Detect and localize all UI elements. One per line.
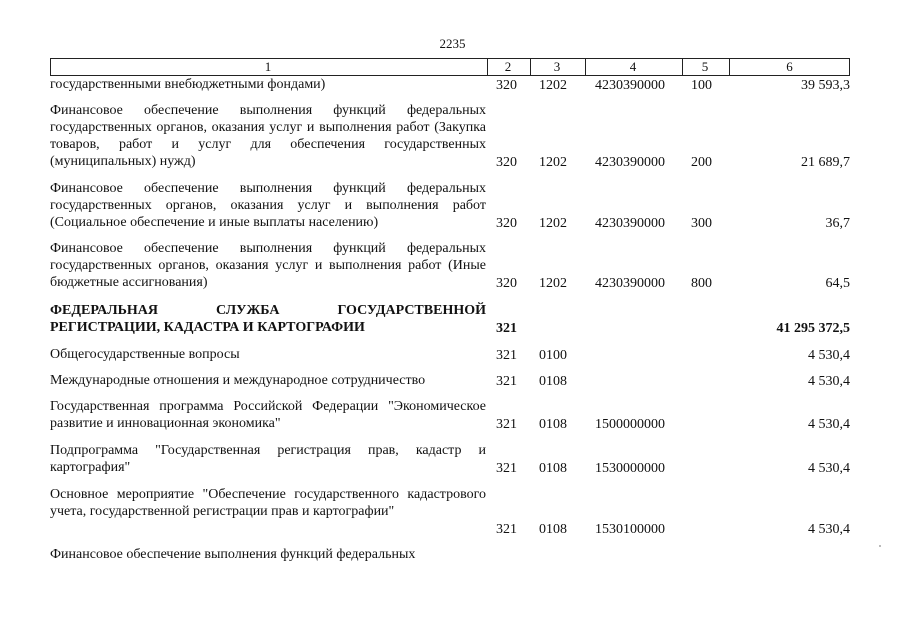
row-col-4: 1530100000	[595, 522, 665, 537]
row-col-5: 200	[691, 155, 712, 170]
row-description: Финансовое обеспечение выполнения функций федеральных государственных органов, оказания услуг и выполнения работ (Закупка товаров, работ и услуг для обеспечения государственных (муниципальных) нужд)	[50, 103, 486, 169]
row-col-6: 4 530,4	[808, 348, 850, 363]
row-col-4: 1500000000	[595, 417, 665, 432]
row-col-2: 320	[496, 276, 517, 291]
row-description: Общегосударственные вопросы	[50, 347, 240, 362]
row-description: Государственная программа Российской Федерации "Экономическое развитие и инновационная экономика"	[50, 399, 486, 431]
row-description: Основное мероприятие "Обеспечение государственного кадастрового учета, государственной регистрации прав и картографии"	[50, 487, 486, 519]
row-description: государственными внебюджетными фондами)	[50, 77, 326, 92]
row-col-2: 320	[496, 78, 517, 93]
header-col-3: 3	[553, 59, 561, 74]
table-row	[50, 76, 850, 94]
row-col-2: 321	[496, 374, 517, 389]
row-col-6: 41 295 372,5	[776, 321, 850, 336]
row-col-2: 321	[496, 417, 517, 432]
row-col-2: 320	[496, 155, 517, 170]
row-col-3: 0100	[539, 348, 567, 363]
header-col-2: 2	[504, 59, 512, 74]
table-row	[50, 486, 850, 538]
header-col-4: 4	[629, 59, 637, 74]
header-divider	[849, 58, 850, 75]
row-col-2: 321	[496, 522, 517, 537]
row-col-2: 320	[496, 216, 517, 231]
row-col-2: 321	[496, 321, 517, 336]
row-description: Подпрограмма "Государственная регистрация прав, кадастр и картография"	[50, 443, 486, 475]
table-row	[50, 180, 850, 232]
header-divider	[50, 58, 51, 75]
row-col-6: 21 689,7	[801, 155, 850, 170]
header-col-1: 1	[264, 59, 272, 74]
page-number: 2235	[439, 36, 466, 51]
row-col-3: 1202	[539, 78, 567, 93]
row-col-3: 0108	[539, 374, 567, 389]
row-col-3: 0108	[539, 522, 567, 537]
row-col-6: 4 530,4	[808, 522, 850, 537]
row-col-4: 4230390000	[595, 155, 665, 170]
row-description: Финансовое обеспечение выполнения функций федеральных государственных органов, оказания услуг и выполнения работ (Иные бюджетные ассигнования)	[50, 241, 486, 290]
scan-speck	[879, 545, 881, 547]
table-header	[50, 58, 850, 76]
row-col-6: 64,5	[825, 276, 850, 291]
header-divider	[682, 58, 683, 75]
row-col-4: 1530000000	[595, 461, 665, 476]
row-col-3: 0108	[539, 417, 567, 432]
table-row	[50, 102, 850, 171]
table-row	[50, 442, 850, 477]
row-col-3: 1202	[539, 155, 567, 170]
row-col-5: 300	[691, 216, 712, 231]
row-col-6: 4 530,4	[808, 461, 850, 476]
row-description: Финансовое обеспечение выполнения функций федеральных государственных органов, оказания услуг и выполнения работ (Социальное обеспечение и иные выплаты населению)	[50, 181, 486, 230]
row-col-2: 321	[496, 461, 517, 476]
header-divider	[530, 58, 531, 75]
header-col-6: 6	[786, 59, 793, 74]
row-col-4: 4230390000	[595, 276, 665, 291]
row-col-3: 1202	[539, 216, 567, 231]
row-description: Международные отношения и международное сотрудничество	[50, 373, 426, 388]
row-col-5: 100	[691, 78, 712, 93]
header-col-5: 5	[701, 59, 709, 74]
table-row	[50, 302, 850, 337]
row-col-6: 4 530,4	[808, 417, 850, 432]
header-divider	[729, 58, 730, 75]
row-col-3: 0108	[539, 461, 567, 476]
row-col-3: 1202	[539, 276, 567, 291]
table-row	[50, 398, 850, 433]
row-description: Финансовое обеспечение выполнения функций федеральных	[50, 547, 416, 562]
row-description: ФЕДЕРАЛЬНАЯ СЛУЖБА ГОСУДАРСТВЕННОЙ РЕГИСТРАЦИИ, КАДАСТРА И КАРТОГРАФИИ	[50, 303, 486, 335]
table-row	[50, 346, 850, 364]
table-row	[50, 372, 850, 390]
table-row	[50, 240, 850, 292]
header-divider	[585, 58, 586, 75]
row-col-6: 4 530,4	[808, 374, 850, 389]
row-col-4: 4230390000	[595, 216, 665, 231]
row-col-6: 39 593,3	[801, 78, 850, 93]
row-col-2: 321	[496, 348, 517, 363]
row-col-4: 4230390000	[595, 78, 665, 93]
row-col-6: 36,7	[825, 216, 850, 231]
row-col-5: 800	[691, 276, 712, 291]
table-row	[50, 546, 850, 564]
header-divider	[487, 58, 488, 75]
